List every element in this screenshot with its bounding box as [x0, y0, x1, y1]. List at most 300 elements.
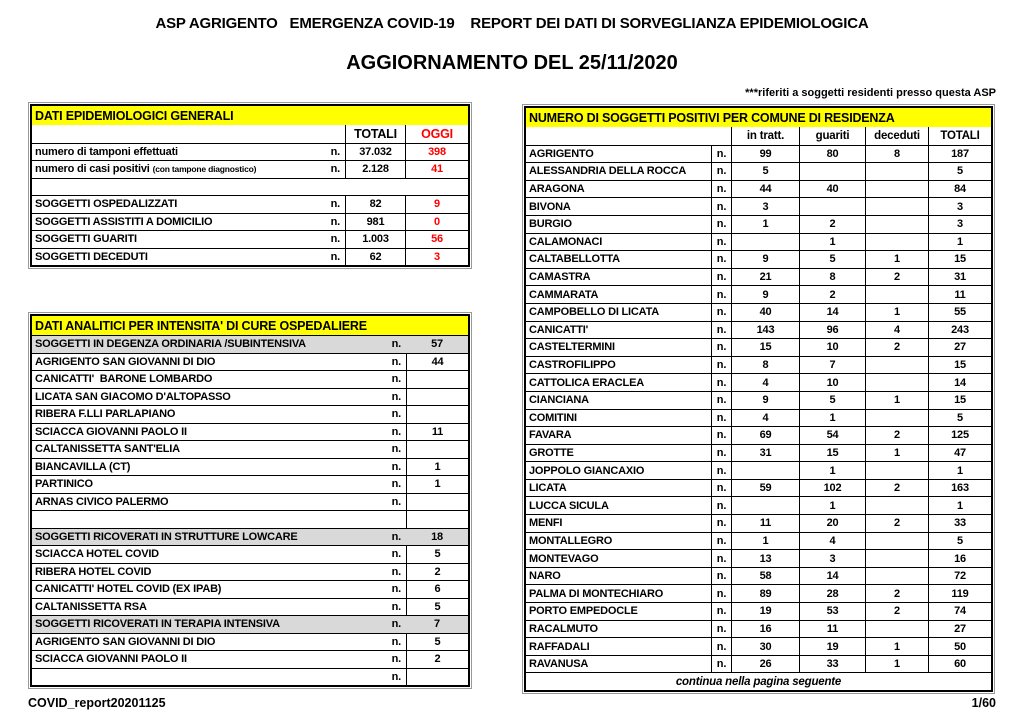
- guariti-value: 1: [799, 234, 865, 251]
- table-row: [32, 633, 468, 651]
- row-label-cell: [32, 354, 406, 371]
- deceduti-value: [865, 568, 928, 585]
- totali-value: 47: [928, 445, 991, 462]
- municipality-name: NARO: [529, 570, 561, 583]
- table-row: [32, 423, 468, 441]
- table-row: [526, 620, 991, 638]
- n-marker: n.: [711, 392, 731, 409]
- deceduti-value: 2: [865, 427, 928, 444]
- municipality-name: CAMPOBELLO DI LICATA: [529, 306, 660, 319]
- table-row: [526, 391, 991, 409]
- row-label: SOGGETTI GUARITI: [35, 233, 137, 246]
- n-marker: n.: [711, 322, 731, 339]
- row-label-cell: [32, 161, 345, 178]
- table-row: [526, 233, 991, 251]
- report-filename: COVID_report20201125: [28, 696, 166, 710]
- table-row: [526, 426, 991, 444]
- row-label-cell: [32, 214, 345, 231]
- row-label: PARTINICO: [35, 478, 93, 491]
- count-value: [406, 511, 468, 528]
- table-row: [526, 285, 991, 303]
- row-label-cell: [32, 459, 406, 476]
- row-label-cell: [32, 231, 345, 248]
- n-marker: n.: [330, 163, 340, 176]
- row-label-note: (con tampone diagnostico): [152, 164, 257, 175]
- row-label: SOGGETTI ASSISTITI A DOMICILIO: [35, 215, 213, 228]
- municipality-name: PALMA DI MONTECHIARO: [529, 587, 664, 600]
- table-row: [32, 230, 468, 248]
- in-tratt-value: 9: [731, 392, 799, 409]
- n-marker: n.: [330, 198, 340, 211]
- care-table-title: DATI ANALITICI PER INTENSITA' DI CURE OSPEDALIERE: [32, 316, 468, 335]
- in-tratt-value: 15: [731, 339, 799, 356]
- municipality-name: RAFFADALI: [529, 640, 590, 653]
- table-row: [32, 528, 468, 546]
- n-marker: n.: [391, 565, 401, 578]
- municipality-name: MONTEVAGO: [529, 552, 599, 565]
- municipality-name: CAMMARATA: [529, 288, 599, 301]
- deceduti-value: [865, 550, 928, 567]
- column-header-totali: TOTALI: [345, 125, 405, 143]
- count-value: [406, 406, 468, 423]
- guariti-value: 53: [799, 603, 865, 620]
- general-table-title: DATI EPIDEMIOLOGICI GENERALI: [32, 106, 468, 125]
- totali-value: 33: [928, 515, 991, 532]
- guariti-value: 19: [799, 638, 865, 655]
- deceduti-value: 2: [865, 269, 928, 286]
- row-label: SCIACCA HOTEL COVID: [35, 548, 159, 561]
- row-label-cell: [32, 196, 345, 213]
- n-marker: n.: [711, 462, 731, 479]
- row-label-cell: [32, 581, 406, 598]
- in-tratt-value: 3: [731, 198, 799, 215]
- deceduti-value: [865, 234, 928, 251]
- in-tratt-value: 4: [731, 410, 799, 427]
- table-row: [32, 580, 468, 598]
- row-label: numero di tamponi effettuati: [35, 145, 178, 158]
- guariti-value: [799, 198, 865, 215]
- table-row: [32, 475, 468, 493]
- n-marker: n.: [391, 653, 401, 666]
- n-marker: n.: [711, 234, 731, 251]
- guariti-value: 8: [799, 269, 865, 286]
- in-tratt-value: 30: [731, 638, 799, 655]
- comuni-table-title: NUMERO DI SOGGETTI POSITIVI PER COMUNE DI RESIDENZA: [526, 108, 991, 127]
- table-row: [526, 145, 991, 163]
- row-label: RIBERA HOTEL COVID: [35, 565, 152, 578]
- n-marker: n.: [330, 250, 340, 263]
- totali-value: 72: [928, 568, 991, 585]
- municipality-name: RACALMUTO: [529, 622, 598, 635]
- totali-value: 163: [928, 480, 991, 497]
- municipality-name: CALAMONACI: [529, 235, 603, 248]
- n-marker: n.: [711, 445, 731, 462]
- totali-value: 5: [928, 163, 991, 180]
- municipality-name: BIVONA: [529, 200, 571, 213]
- n-marker: n.: [391, 390, 401, 403]
- column-header-guariti: guariti: [799, 127, 865, 145]
- in-tratt-value: [731, 462, 799, 479]
- table-row: [32, 493, 468, 511]
- oggi-value: 56: [405, 231, 468, 248]
- asp-residents-note: ***riferiti a soggetti residenti presso questa ASP: [745, 87, 996, 99]
- table-row: [32, 160, 468, 178]
- n-marker: n.: [711, 656, 731, 673]
- guariti-value: 2: [799, 286, 865, 303]
- row-label: SOGGETTI IN DEGENZA ORDINARIA /SUBINTENSIVA: [35, 338, 306, 351]
- totali-value: 5: [928, 533, 991, 550]
- column-header-deceduti: deceduti: [865, 127, 928, 145]
- row-label: CALTANISSETTA SANT'ELIA: [35, 443, 180, 456]
- header-spacer: [32, 125, 345, 143]
- count-value: 2: [406, 564, 468, 581]
- deceduti-value: [865, 198, 928, 215]
- in-tratt-value: 9: [731, 251, 799, 268]
- n-marker: n.: [711, 146, 731, 163]
- n-marker: n.: [391, 425, 401, 438]
- n-marker: n.: [391, 373, 401, 386]
- guariti-value: 1: [799, 462, 865, 479]
- table-row: [526, 584, 991, 602]
- guariti-value: 1: [799, 410, 865, 427]
- n-marker: n.: [711, 269, 731, 286]
- municipality-name: RAVANUSA: [529, 658, 589, 671]
- row-label-cell: [32, 406, 406, 423]
- guariti-value: 15: [799, 445, 865, 462]
- table-row: [32, 195, 468, 213]
- blank-cell: [32, 179, 468, 196]
- deceduti-value: [865, 462, 928, 479]
- municipality-name: BURGIO: [529, 218, 572, 231]
- row-label: AGRIGENTO SAN GIOVANNI DI DIO: [35, 355, 216, 368]
- totali-value: 62: [345, 249, 405, 266]
- deceduti-value: 8: [865, 146, 928, 163]
- table-row: [32, 598, 468, 616]
- municipality-name: AGRIGENTO: [529, 147, 594, 160]
- municipality-name: CANICATTI': [529, 323, 589, 336]
- totali-value: 37.032: [345, 144, 405, 161]
- row-label: SCIACCA GIOVANNI PAOLO II: [35, 425, 187, 438]
- totali-value: 60: [928, 656, 991, 673]
- table-row: [32, 440, 468, 458]
- totali-value: 243: [928, 322, 991, 339]
- in-tratt-value: 89: [731, 585, 799, 602]
- row-label: CANICATTI' HOTEL COVID (EX IPAB): [35, 583, 222, 596]
- municipality-name: JOPPOLO GIANCAXIO: [529, 464, 645, 477]
- n-marker: n.: [711, 515, 731, 532]
- deceduti-value: 1: [865, 656, 928, 673]
- totali-value: 14: [928, 374, 991, 391]
- totali-value: 1: [928, 234, 991, 251]
- count-value: 5: [406, 634, 468, 651]
- municipality-name: CASTELTERMINI: [529, 341, 615, 354]
- row-label-cell: [32, 249, 345, 266]
- row-label-cell: [32, 424, 406, 441]
- count-value: 44: [406, 354, 468, 371]
- table-row: [32, 615, 468, 633]
- row-label: SOGGETTI OSPEDALIZZATI: [35, 198, 178, 211]
- n-marker: n.: [330, 215, 340, 228]
- n-marker: n.: [711, 585, 731, 602]
- deceduti-value: [865, 374, 928, 391]
- page-title: ASP AGRIGENTO EMERGENZA COVID-19 REPORT DEI DATI DI SORVEGLIANZA EPIDEMIOLOGICA: [155, 15, 869, 32]
- guariti-value: 11: [799, 621, 865, 638]
- oggi-value: 9: [405, 196, 468, 213]
- totali-value: 1: [928, 462, 991, 479]
- n-marker: n.: [711, 339, 731, 356]
- in-tratt-value: 11: [731, 515, 799, 532]
- n-marker: n.: [391, 495, 401, 508]
- deceduti-value: 1: [865, 304, 928, 321]
- municipality-name: LUCCA SICULA: [529, 499, 609, 512]
- guariti-value: 5: [799, 392, 865, 409]
- count-value: 6: [406, 581, 468, 598]
- n-marker: n.: [391, 548, 401, 561]
- row-label: RIBERA F.LLI PARLAPIANO: [35, 408, 176, 421]
- n-marker: n.: [711, 427, 731, 444]
- count-value: 5: [406, 546, 468, 563]
- table-row: [526, 549, 991, 567]
- table-row: [32, 545, 468, 563]
- care-table-body: [32, 335, 468, 685]
- row-label-cell: [32, 634, 406, 651]
- row-label-cell: [32, 564, 406, 581]
- n-marker: n.: [711, 304, 731, 321]
- count-value: [406, 494, 468, 511]
- row-label-cell: [32, 144, 345, 161]
- deceduti-value: [865, 286, 928, 303]
- row-label: BIANCAVILLA (CT): [35, 460, 131, 473]
- table-row: [32, 650, 468, 668]
- totali-value: 55: [928, 304, 991, 321]
- table-row: [526, 461, 991, 479]
- municipality-name: ARAGONA: [529, 183, 585, 196]
- totali-value: 15: [928, 392, 991, 409]
- row-label-cell: [32, 546, 406, 563]
- deceduti-value: [865, 621, 928, 638]
- deceduti-value: 1: [865, 445, 928, 462]
- column-header-in-tratt: in tratt.: [731, 127, 799, 145]
- totali-value: 31: [928, 269, 991, 286]
- in-tratt-value: 1: [731, 216, 799, 233]
- guariti-value: 3: [799, 550, 865, 567]
- deceduti-value: 2: [865, 339, 928, 356]
- totali-value: 119: [928, 585, 991, 602]
- table-row: [32, 668, 468, 686]
- count-value: [406, 669, 468, 686]
- oggi-value: 3: [405, 249, 468, 266]
- totali-value: 27: [928, 621, 991, 638]
- deceduti-value: 2: [865, 480, 928, 497]
- table-row: [526, 162, 991, 180]
- row-label-cell: [32, 389, 406, 406]
- oggi-value: 398: [405, 144, 468, 161]
- comuni-table-footer-row: [526, 672, 991, 690]
- row-label-cell: [32, 336, 406, 353]
- table-row: [526, 303, 991, 321]
- n-marker: n.: [711, 251, 731, 268]
- municipality-name: PORTO EMPEDOCLE: [529, 605, 638, 618]
- row-label-cell: [32, 529, 406, 546]
- in-tratt-value: 21: [731, 269, 799, 286]
- totali-value: 15: [928, 357, 991, 374]
- count-value: [406, 441, 468, 458]
- table-row: [526, 532, 991, 550]
- in-tratt-value: 44: [731, 181, 799, 198]
- totali-value: 11: [928, 286, 991, 303]
- row-label: ARNAS CIVICO PALERMO: [35, 495, 169, 508]
- guariti-value: 102: [799, 480, 865, 497]
- deceduti-value: 1: [865, 638, 928, 655]
- guariti-value: 14: [799, 304, 865, 321]
- table-row: [526, 444, 991, 462]
- table-row: [526, 215, 991, 233]
- row-label: SOGGETTI RICOVERATI IN TERAPIA INTENSIVA: [35, 618, 280, 631]
- totali-value: 16: [928, 550, 991, 567]
- totali-value: 3: [928, 198, 991, 215]
- table-row: [526, 567, 991, 585]
- table-row: [32, 248, 468, 266]
- table-row: [32, 335, 468, 353]
- table-row: [526, 602, 991, 620]
- table-row: [526, 409, 991, 427]
- guariti-value: 5: [799, 251, 865, 268]
- municipality-name: CIANCIANA: [529, 394, 589, 407]
- oggi-value: 41: [405, 161, 468, 178]
- totali-value: 74: [928, 603, 991, 620]
- continua-note: continua nella pagina seguente: [675, 675, 842, 688]
- table-row: [526, 514, 991, 532]
- n-marker: n.: [711, 410, 731, 427]
- table-row: [32, 563, 468, 581]
- row-label-cell: [32, 651, 406, 668]
- table-row: [32, 143, 468, 161]
- deceduti-value: 2: [865, 585, 928, 602]
- guariti-value: 14: [799, 568, 865, 585]
- n-marker: n.: [391, 583, 401, 596]
- table-row: [526, 250, 991, 268]
- in-tratt-value: 8: [731, 357, 799, 374]
- count-value: 11: [406, 424, 468, 441]
- in-tratt-value: 19: [731, 603, 799, 620]
- general-table-header-row: [32, 125, 468, 143]
- row-label-cell: [32, 669, 406, 686]
- n-marker: n.: [711, 357, 731, 374]
- oggi-value: 0: [405, 214, 468, 231]
- n-marker: n.: [711, 603, 731, 620]
- deceduti-value: [865, 357, 928, 374]
- in-tratt-value: 5: [731, 163, 799, 180]
- count-value: [406, 371, 468, 388]
- general-epidemiological-table: [30, 104, 470, 267]
- n-marker: n.: [711, 286, 731, 303]
- n-marker: n.: [391, 530, 401, 543]
- deceduti-value: [865, 533, 928, 550]
- table-row: [526, 655, 991, 673]
- guariti-value: 10: [799, 374, 865, 391]
- totali-value: 125: [928, 427, 991, 444]
- comuni-table-header-row: [526, 127, 991, 145]
- row-label: CANICATTI' BARONE LOMBARDO: [35, 373, 213, 386]
- n-marker: n.: [391, 478, 401, 491]
- in-tratt-value: 40: [731, 304, 799, 321]
- row-label-cell: [32, 494, 406, 511]
- in-tratt-value: 26: [731, 656, 799, 673]
- n-marker: n.: [391, 635, 401, 648]
- page-number: 1/60: [971, 696, 996, 710]
- n-marker: n.: [391, 338, 401, 351]
- totali-value: 1: [928, 497, 991, 514]
- guariti-value: 7: [799, 357, 865, 374]
- table-row: [526, 268, 991, 286]
- in-tratt-value: 4: [731, 374, 799, 391]
- table-row: [526, 180, 991, 198]
- n-marker: n.: [391, 600, 401, 613]
- general-table-body: [32, 143, 468, 266]
- n-marker: n.: [391, 618, 401, 631]
- table-row: [526, 479, 991, 497]
- count-value: 2: [406, 651, 468, 668]
- table-row: [526, 321, 991, 339]
- totali-value: 27: [928, 339, 991, 356]
- in-tratt-value: 99: [731, 146, 799, 163]
- column-header-totali: TOTALI: [928, 127, 991, 145]
- count-value: 7: [434, 618, 440, 631]
- table-row: [32, 510, 468, 528]
- totali-value: 15: [928, 251, 991, 268]
- totali-value: 50: [928, 638, 991, 655]
- totali-value: 981: [345, 214, 405, 231]
- deceduti-value: 1: [865, 392, 928, 409]
- totali-value: 5: [928, 410, 991, 427]
- municipality-name: MONTALLEGRO: [529, 534, 613, 547]
- count-value: 18: [431, 530, 443, 543]
- row-label: numero di casi positivi: [35, 163, 150, 176]
- in-tratt-value: 1: [731, 533, 799, 550]
- deceduti-value: [865, 410, 928, 427]
- in-tratt-value: [731, 234, 799, 251]
- deceduti-value: 1: [865, 251, 928, 268]
- n-marker: n.: [711, 621, 731, 638]
- guariti-value: 2: [799, 216, 865, 233]
- table-row: [526, 637, 991, 655]
- guariti-value: 96: [799, 322, 865, 339]
- municipality-name: CAMASTRA: [529, 271, 591, 284]
- comuni-table-body: [526, 145, 991, 673]
- guariti-value: 54: [799, 427, 865, 444]
- n-marker: n.: [711, 181, 731, 198]
- count-value: [406, 389, 468, 406]
- positives-by-municipality-table: [524, 106, 993, 692]
- totali-value: 82: [345, 196, 405, 213]
- guariti-value: [799, 163, 865, 180]
- row-label: LICATA SAN GIACOMO D'ALTOPASSO: [35, 390, 231, 403]
- hospital-care-table: [30, 314, 470, 687]
- n-marker: n.: [711, 163, 731, 180]
- guariti-value: 10: [799, 339, 865, 356]
- municipality-name: CASTROFILIPPO: [529, 359, 616, 372]
- count-value: 57: [431, 338, 443, 351]
- n-marker: n.: [711, 550, 731, 567]
- totali-value: 1.003: [345, 231, 405, 248]
- deceduti-value: 4: [865, 322, 928, 339]
- guariti-value: 20: [799, 515, 865, 532]
- table-row: [526, 496, 991, 514]
- municipality-name: COMITINI: [529, 411, 577, 424]
- table-row: [32, 178, 468, 196]
- row-label: SOGGETTI RICOVERATI IN STRUTTURE LOWCARE: [35, 530, 298, 543]
- in-tratt-value: 58: [731, 568, 799, 585]
